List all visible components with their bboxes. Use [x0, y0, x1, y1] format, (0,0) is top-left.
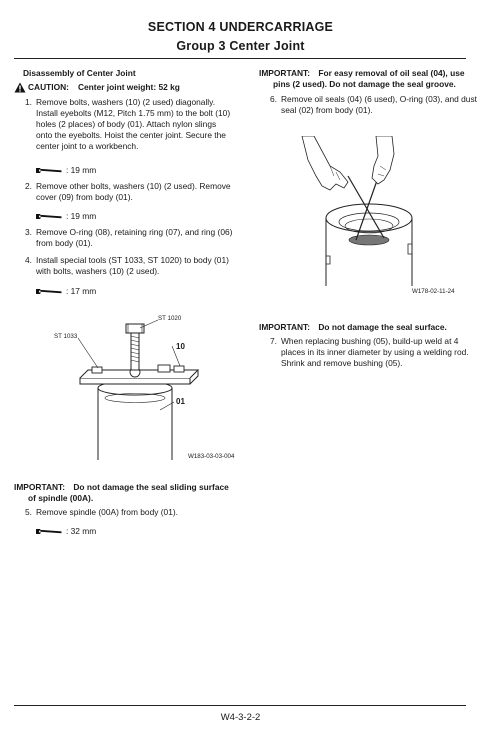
important-label: IMPORTANT:	[14, 482, 66, 492]
page-number: W4-3-2-2	[220, 712, 261, 723]
step-line: holes (2 places) of body (01). Attach nylon slings	[36, 119, 217, 129]
section-title: SECTION 4 UNDERCARRIAGE	[147, 20, 334, 34]
step-5	[25, 507, 240, 518]
important-text: Do not damage the seal sliding surface	[73, 482, 229, 492]
tool-st1020	[126, 324, 144, 370]
wrench-icon	[36, 167, 62, 174]
wrench-icon	[36, 213, 62, 220]
tool-size-value: : 19 mm	[66, 211, 97, 221]
step-line: When replacing bushing (05), build-up weld at 4	[281, 336, 459, 346]
tool-size-1	[36, 165, 96, 175]
step-line: onto the eyebolts. Hoist the center joint. Secure the	[36, 130, 226, 140]
step-number: 1.	[25, 97, 32, 107]
step-number: 6.	[270, 94, 277, 104]
wrench-icon	[36, 288, 62, 295]
step-line: Remove other bolts, washers (10) (2 used). Remove	[36, 181, 231, 191]
tool-size-value: : 17 mm	[66, 286, 97, 296]
step-3	[25, 227, 240, 249]
step-number: 7.	[270, 336, 277, 346]
important-text: Do not damage the seal surface.	[318, 322, 447, 332]
step-line: from body (01).	[36, 238, 93, 248]
step-line: places in its inner diameter by using a welding rod.	[281, 347, 469, 357]
step-line: Remove bolts, washers (10) (2 used) diagonally.	[36, 97, 216, 107]
warning-triangle-icon	[14, 82, 26, 93]
step-2	[25, 181, 240, 203]
label-st1033: ST 1033	[54, 333, 78, 340]
wrench-icon	[36, 528, 62, 535]
important-text-cont: of spindle (00A).	[28, 493, 94, 503]
important-oil-seal-cont: pins (2 used). Do not damage the seal groove.	[273, 79, 456, 89]
caution-label: CAUTION:	[28, 82, 69, 92]
step-line: Install special tools (ST 1033, ST 1020) to body (01)	[36, 255, 229, 265]
caution-line	[14, 82, 180, 93]
step-line: center joint to a workbench.	[36, 141, 139, 151]
step-number: 2.	[25, 181, 32, 191]
step-number: 4.	[25, 255, 32, 265]
disassembly-heading: Disassembly of Center Joint	[23, 68, 136, 78]
step-number: 5.	[25, 507, 32, 517]
step-4	[25, 255, 240, 277]
step-6	[270, 94, 480, 116]
label-part-10: 10	[176, 342, 185, 351]
figure-code-left: W183-03-03-004	[188, 453, 235, 460]
footer-divider	[14, 705, 466, 706]
important-spindle	[14, 482, 229, 493]
step-7	[270, 336, 480, 370]
important-label: IMPORTANT:	[259, 322, 311, 332]
center-joint-body	[98, 381, 172, 460]
step-line: seal (02) from body (01).	[281, 105, 373, 115]
important-seal-surface	[259, 322, 447, 333]
right-hand	[372, 136, 394, 184]
step-line: Remove oil seals (04) (6 used), O-ring (03), and dust	[281, 94, 477, 104]
step-line: Install eyebolts (M12, Pitch 1.75 mm) to the bolt (10)	[36, 108, 231, 118]
header-divider	[14, 58, 466, 59]
tool-size-4	[36, 526, 96, 536]
important-oil-seal	[259, 68, 465, 79]
step-line: with bolts, washers (10) (2 used).	[36, 266, 160, 276]
tool-size-value: : 32 mm	[66, 526, 97, 536]
tool-size-2	[36, 211, 96, 221]
step-number: 3.	[25, 227, 32, 237]
tool-size-value: : 19 mm	[66, 165, 97, 175]
step-line: Remove spindle (00A) from body (01).	[36, 507, 178, 517]
important-label: IMPORTANT:	[259, 68, 311, 78]
figure-code-right: W178-02-11-24	[412, 288, 455, 295]
important-text: For easy removal of oil seal (04), use	[318, 68, 465, 78]
group-title: Group 3 Center Joint	[176, 39, 305, 53]
oil-seal-removal-figure	[296, 136, 436, 286]
caution-text: Center joint weight: 52 kg	[77, 82, 180, 92]
tool-size-3	[36, 286, 96, 296]
left-hand	[302, 136, 348, 190]
label-part-01: 01	[176, 397, 185, 406]
step-line: Shrink and remove bushing (05).	[281, 358, 403, 368]
step-line: Remove O-ring (08), retaining ring (07), and ring (06)	[36, 227, 233, 237]
step-line: cover (09) from body (01).	[36, 192, 133, 202]
label-st1020: ST 1020	[158, 315, 182, 322]
step-1	[25, 97, 240, 157]
